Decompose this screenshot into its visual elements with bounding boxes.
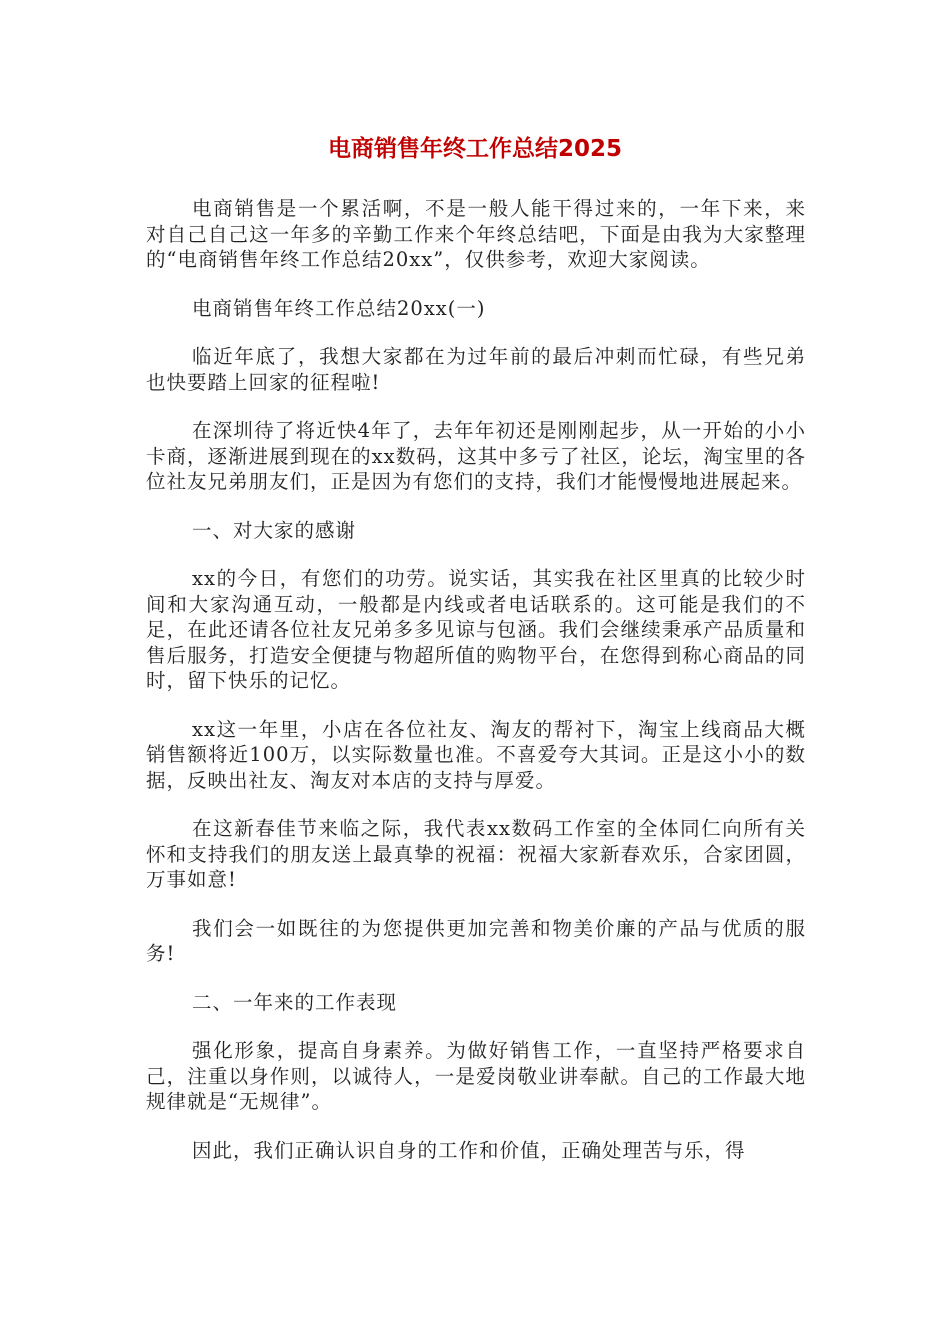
section-heading-thanks: 一、对大家的感谢 bbox=[192, 518, 357, 542]
body-paragraph: 临近年底了，我想大家都在为过年前的最后冲刺而忙碌，有些兄弟也快要踏上回家的征程啦! bbox=[146, 345, 806, 394]
body-paragraph: 在深圳待了将近快4年了，去年年初还是刚刚起步，从一开始的小小卡商，逐渐进展到现在的xx数码，这其中多亏了社区，论坛，淘宝里的各位社友兄弟朋友们，正是因为有您们的支持，我们才能慢慢地进展起来。 bbox=[146, 419, 806, 493]
body-paragraph: 在这新春佳节来临之际，我代表xx数码工作室的全体同仁向所有关怀和支持我们的朋友送上最真挚的祝福：祝福大家新春欢乐，合家团圆，万事如意! bbox=[146, 817, 806, 891]
body-paragraph: 我们会一如既往的为您提供更加完善和物美价廉的产品与优质的服务! bbox=[146, 916, 806, 965]
section-heading-part-one: 电商销售年终工作总结20xx(一) bbox=[192, 296, 486, 320]
body-paragraph: xx的今日，有您们的功劳。说实话，其实我在社区里真的比较少时间和大家沟通互动，一般都是内线或者电话联系的。这可能是我们的不足，在此还请各位社友兄弟多多见谅与包涵。我们会继续秉承产品质量和售后服务，打造安全便捷与物超所值的购物平台，在您得到称心商品的同时，留下快乐的记忆。 bbox=[146, 567, 806, 692]
document-body bbox=[146, 196, 806, 1186]
section-heading-performance: 二、一年来的工作表现 bbox=[192, 990, 398, 1014]
document-title: 电商销售年终工作总结2025 bbox=[327, 136, 622, 162]
intro-paragraph: 电商销售是一个累活啊，不是一般人能干得过来的，一年下来，来对自己自己这一年多的辛勤工作来个年终总结吧，下面是由我为大家整理的“电商销售年终工作总结20xx”，仅供参考，欢迎大家阅读。 bbox=[146, 197, 806, 271]
body-paragraph: 强化形象，提高自身素养。为做好销售工作，一直坚持严格要求自己，注重以身作则，以诚待人，一是爱岗敬业讲奉献。自己的工作最大地规律就是“无规律”。 bbox=[146, 1039, 806, 1113]
body-paragraph: 因此，我们正确认识自身的工作和价值，正确处理苦与乐，得 bbox=[192, 1138, 746, 1162]
body-paragraph: xx这一年里，小店在各位社友、淘友的帮衬下，淘宝上线商品大概销售额将近100万，以实际数量也准。不喜爱夸大其词。正是这小小的数据，反映出社友、淘友对本店的支持与厚爱。 bbox=[146, 717, 806, 792]
